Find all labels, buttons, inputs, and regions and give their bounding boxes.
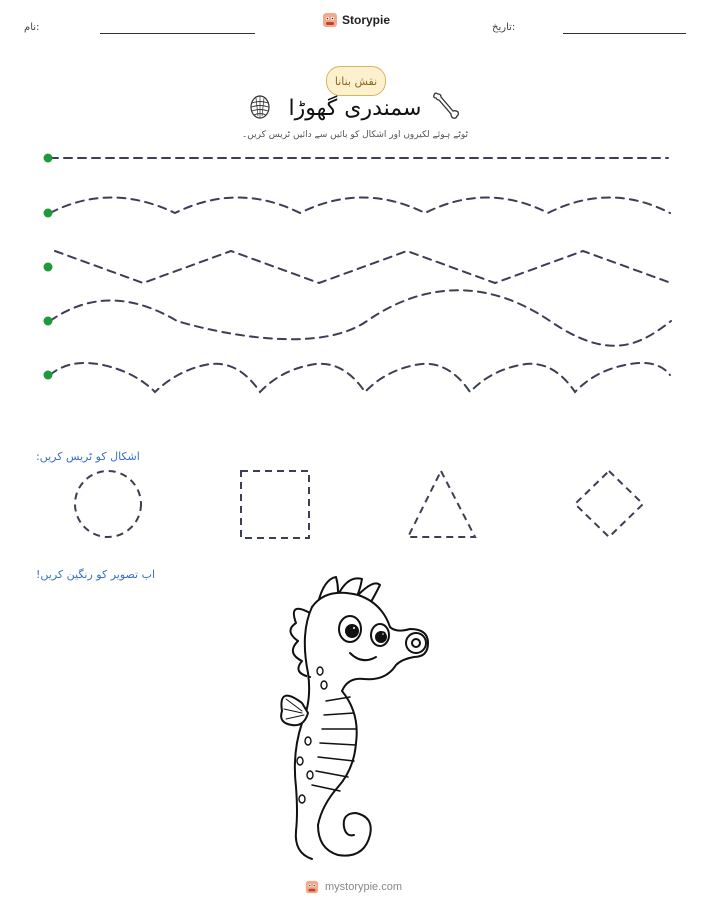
shapes-section-title: اشکال کو ٹریس کریں: [36, 450, 140, 463]
name-label: نام: [24, 22, 40, 33]
start-dot [44, 209, 53, 218]
trace-line-zigzag [55, 251, 671, 283]
seahorse-illustration [278, 573, 433, 863]
date-label: تاریخ: [492, 22, 516, 33]
start-dot [44, 154, 53, 163]
trace-line-wave-bumpy [50, 363, 670, 392]
storypie-footer-icon [305, 880, 319, 894]
start-dot [44, 263, 53, 272]
activity-tag: نقش بنانا [326, 66, 386, 96]
start-dot [44, 317, 53, 326]
trace-square [241, 471, 309, 538]
footer-url[interactable]: mystorypie.com [325, 881, 403, 893]
trace-lines-area [0, 0, 709, 420]
trace-triangle [408, 471, 475, 537]
footer [305, 880, 402, 894]
trace-diamond [575, 471, 643, 537]
page-title: سمندری گھوڑا [288, 96, 422, 121]
instruction-text: ٹوٹے ہوئے لکیروں اور اشکال کو بائیں سے دائیں ٹریس کریں۔ [241, 130, 469, 140]
trace-circle [75, 471, 141, 537]
trace-line-wave-large [50, 290, 671, 346]
brand-name: Storypie [342, 13, 391, 27]
start-dot [44, 371, 53, 380]
trace-line-wave-small [50, 198, 670, 214]
coloring-section-title: اب تصویر کو رنگین کریں! [36, 568, 156, 581]
trace-shapes-area [0, 460, 709, 550]
